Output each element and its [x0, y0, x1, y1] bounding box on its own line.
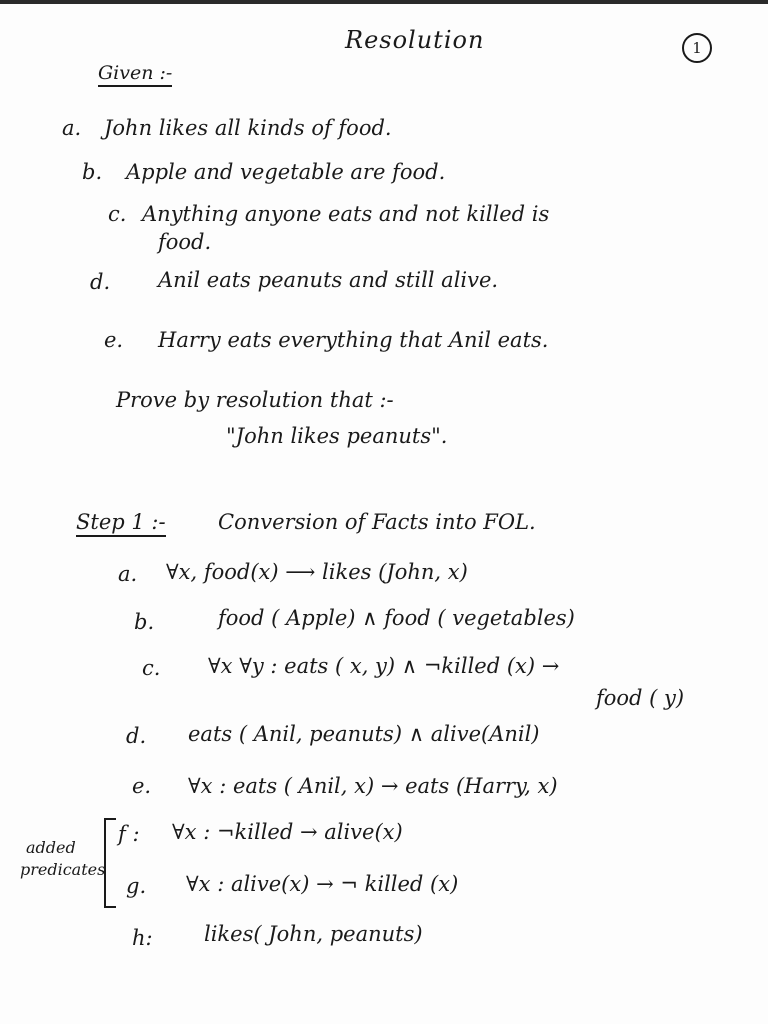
fol-g-text: ∀x : alive(x) → ¬ killed (x) [186, 872, 459, 896]
fol-b-label: b. [134, 610, 155, 634]
given-heading: Given :- [98, 64, 172, 87]
given-c-label: c. [108, 202, 127, 226]
step1-heading: Step 1 :- [76, 512, 166, 537]
fol-d-label: d. [126, 724, 147, 748]
given-c-text: Anything anyone eats and not killed is [142, 202, 550, 226]
given-c-text-cont: food. [158, 230, 212, 254]
added-predicates-bracket [104, 818, 116, 908]
margin-note-added: added [26, 838, 76, 857]
given-d-text: Anil eats peanuts and still alive. [158, 268, 499, 292]
page-number: 1 [682, 33, 712, 63]
fol-f-label: f : [118, 822, 140, 846]
fol-e-label: e. [132, 774, 152, 798]
fol-a-label: a. [118, 562, 138, 586]
given-a-label: a. [62, 116, 82, 140]
goal-statement: "John likes peanuts". [226, 424, 448, 448]
fol-h-label: h: [132, 926, 153, 950]
given-e-label: e. [104, 328, 124, 352]
fol-c-label: c. [142, 656, 161, 680]
fol-a-text: ∀x, food(x) ⟶ likes (John, x) [166, 560, 468, 584]
given-b-label: b. [82, 160, 103, 184]
page-title: Resolution [345, 26, 485, 54]
fol-f-text: ∀x : ¬killed → alive(x) [172, 820, 403, 844]
fol-e-text: ∀x : eats ( Anil, x) → eats (Harry, x) [188, 774, 558, 798]
given-e-text: Harry eats everything that Anil eats. [158, 328, 549, 352]
fol-d-text: eats ( Anil, peanuts) ∧ alive(Anil) [188, 722, 540, 746]
prove-line: Prove by resolution that :- [116, 388, 394, 412]
page-top-edge [0, 0, 768, 4]
given-b-text: Apple and vegetable are food. [126, 160, 446, 184]
given-a-text: John likes all kinds of food. [104, 116, 392, 140]
fol-g-label: g. [126, 874, 147, 898]
step1-text: Conversion of Facts into FOL. [218, 510, 536, 534]
margin-note-predicates: predicates [20, 860, 106, 879]
given-d-label: d. [90, 270, 111, 294]
fol-h-text: likes( John, peanuts) [204, 922, 423, 946]
fol-c-text: ∀x ∀y : eats ( x, y) ∧ ¬killed (x) → [208, 654, 560, 678]
fol-c-text-cont: food ( y) [596, 686, 685, 710]
fol-b-text: food ( Apple) ∧ food ( vegetables) [218, 606, 575, 630]
